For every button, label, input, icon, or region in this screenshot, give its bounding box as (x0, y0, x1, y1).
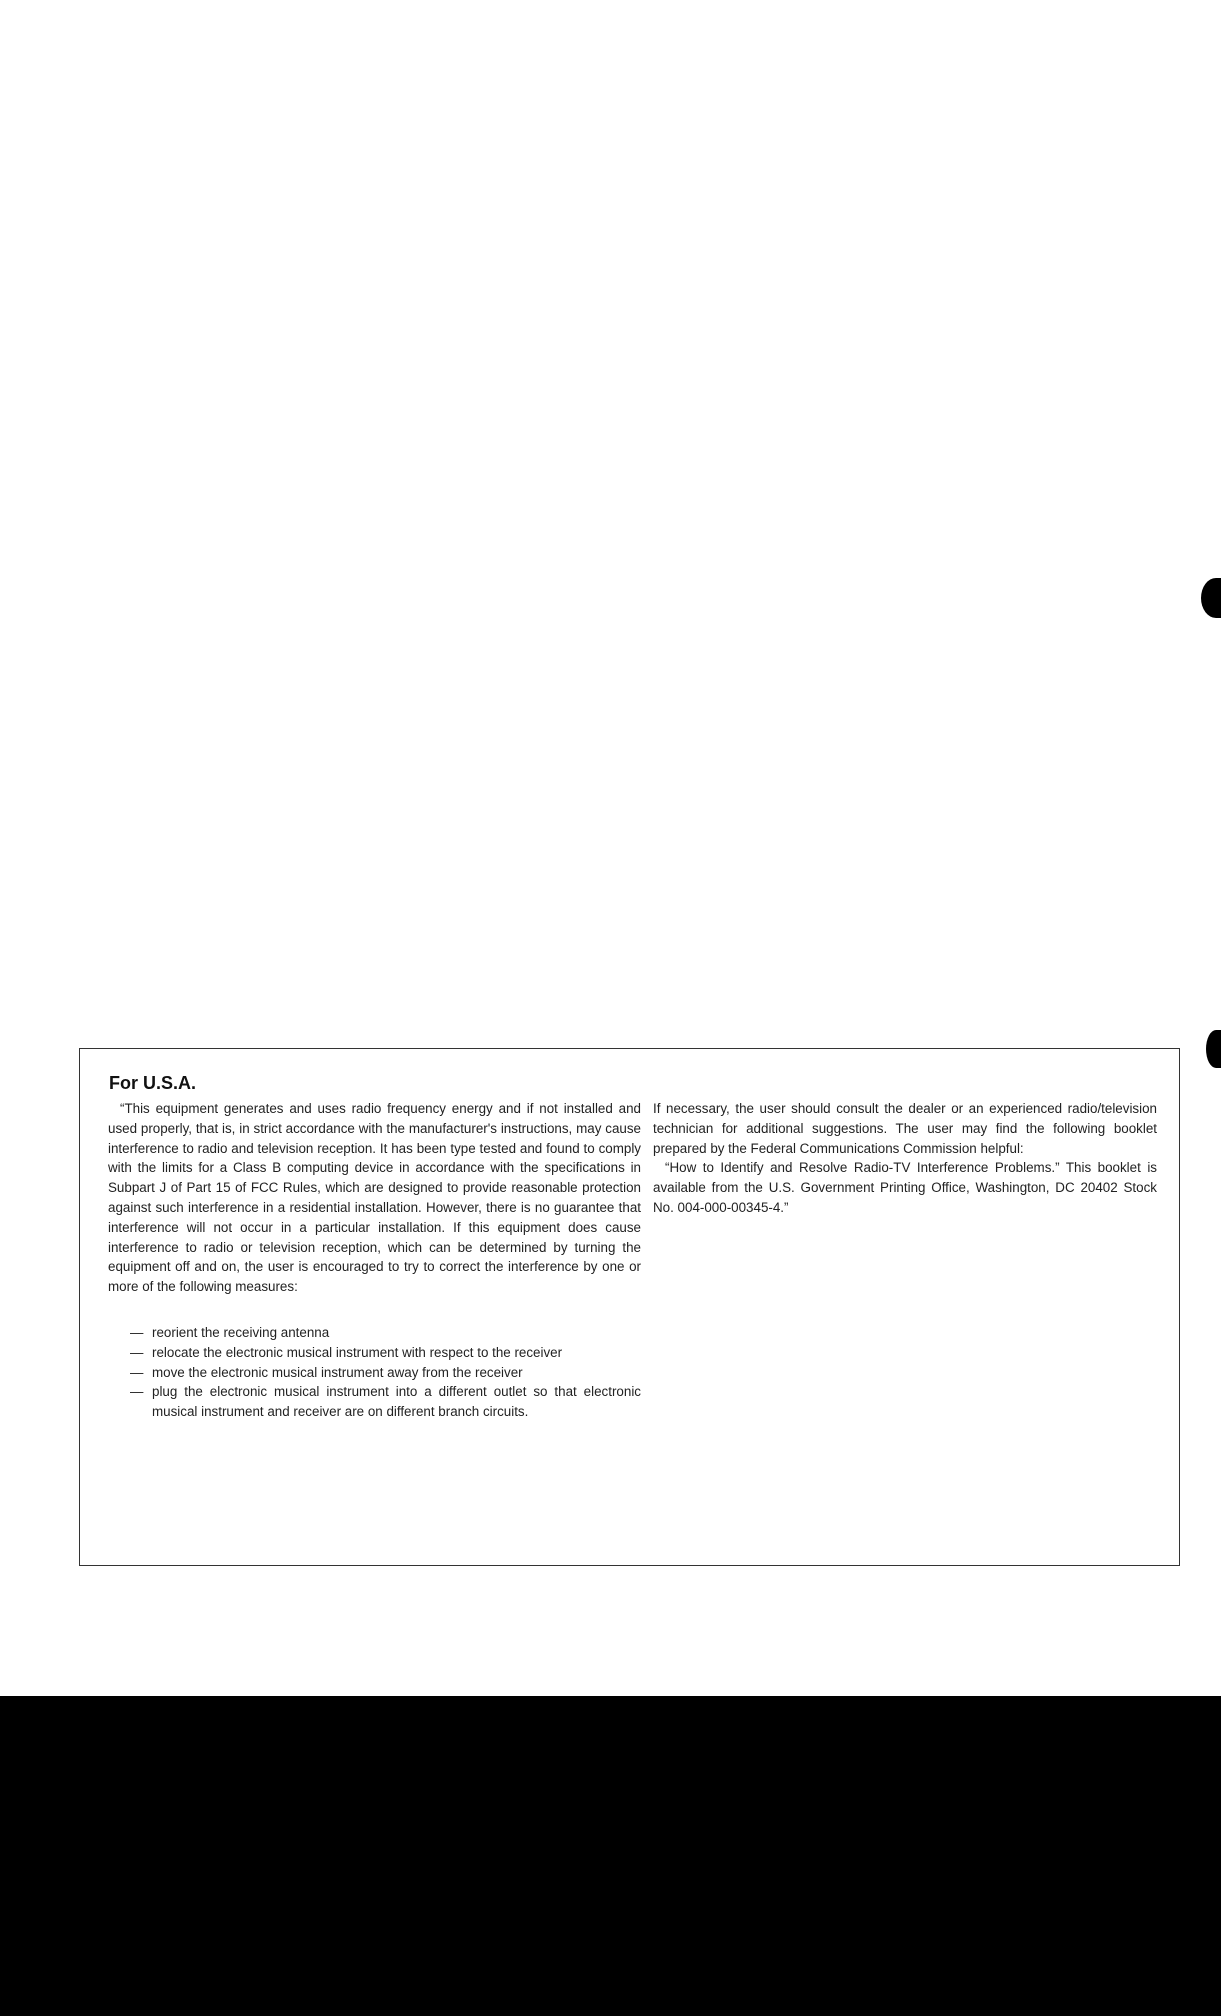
notice-left-column (108, 1099, 641, 1422)
measure-text: relocate the electronic musical instrument with respect to the receiver (152, 1344, 563, 1360)
notice-paragraph: “This equipment generates and uses radio frequency energy and if not installed and used properly, that is, in strict accordance with the manufacturer's instructions, may cause interference to radio and television reception. It has been type tested and found to comply with the limits for a Class B computing device in accordance with the specifications in Subpart J of Part 15 of FCC Rules, which are designed to provide reasonable protection against such interference in a residential installation. However, there is no guarantee that interference will not occur in a particular installation. If this equipment does cause interference to radio or television reception, which can be determined by turning the equipment off and on, the user is encouraged to try to correct the interference by one or more of the following measures: (108, 1101, 641, 1295)
measures-list (130, 1323, 641, 1422)
measure-text: reorient the receiving antenna (152, 1324, 330, 1340)
binder-hole-mark (1201, 578, 1221, 618)
binder-hole-mark (1206, 1030, 1221, 1068)
dash-bullet: — (130, 1344, 144, 1360)
measure-item (130, 1323, 641, 1343)
measure-item (130, 1343, 641, 1363)
measure-text: plug the electronic musical instrument into a different outlet so that electronic musical instrument and receiver are on different branch circuits. (152, 1384, 641, 1420)
measure-text: move the electronic musical instrument away from the receiver (152, 1364, 523, 1380)
notice-title: For U.S.A. (109, 1073, 197, 1093)
measure-item (130, 1363, 641, 1383)
scan-dark-region (0, 1696, 1221, 2016)
dash-bullet: — (130, 1324, 144, 1340)
notice-paragraph: If necessary, the user should consult the dealer or an experienced radio/television technician for additional suggestions. The user may find the following booklet prepared by the Federal Communications Commission helpful: (653, 1101, 1157, 1156)
fcc-notice-box (79, 1048, 1180, 1566)
notice-right-column (653, 1099, 1157, 1218)
measure-item (130, 1382, 641, 1422)
dash-bullet: — (130, 1384, 144, 1400)
notice-paragraph: “How to Identify and Resolve Radio-TV Interference Problems.” This booklet is available from the U.S. Government Printing Office, Washington, DC 20402 Stock No. 004-000-00345-4.” (653, 1160, 1157, 1215)
dash-bullet: — (130, 1364, 144, 1380)
